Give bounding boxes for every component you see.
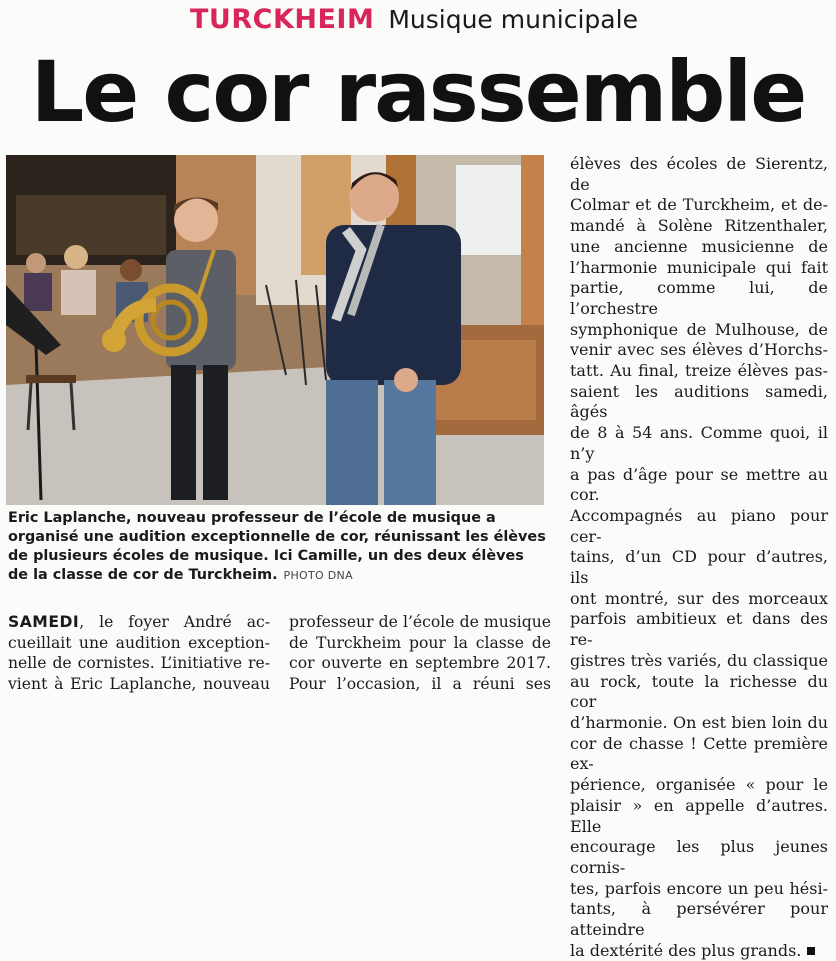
column-line: a pas d’âge pour se mettre au cor.: [570, 464, 828, 505]
article-photo: [6, 155, 544, 505]
column-line: professeur de l’école de musique: [289, 613, 551, 631]
caption-text: Eric Laplanche, nouveau professeur de l’école de musique a organisé une audition exceptionnelle de cor, réunissant les élèves de plusieurs écoles de musique. Ici Camille, un des deux élèves de la classe de cor de Turckheim.: [8, 510, 546, 583]
column-line: Accompagnés au piano pour cer-: [570, 505, 828, 546]
column-line: tatt. Au final, treize élèves pas-: [570, 361, 828, 381]
column-line: de 8 à 54 ans. Comme quoi, il n’y: [570, 423, 828, 463]
column-line: tants, à persévérer pour atteindre: [570, 899, 828, 940]
column-line: gistres très variés, du classique: [570, 650, 828, 670]
kicker-rubric: Musique municipale: [388, 5, 638, 34]
article-column-1: [8, 612, 270, 695]
column-line: la dextérité des plus grands.: [570, 941, 828, 961]
column-line: saient les auditions samedi, âgés: [570, 381, 828, 422]
kicker-place: TURCKHEIM: [190, 4, 375, 35]
column-line: Pour l’occasion, il a réuni ses: [289, 675, 551, 694]
photo-illustration: [6, 155, 544, 505]
column-line: parfois ambitieux et dans des re-: [570, 609, 828, 650]
article-kicker: [190, 4, 638, 40]
column-line: cor ouverte en septembre 2017.: [289, 654, 551, 673]
column-line: cor de chasse ! Cette première ex-: [570, 733, 828, 774]
column-line: de Turckheim pour la classe de: [289, 633, 551, 652]
article-headline: Le cor rassemble: [30, 43, 806, 141]
column-line: l’harmonie municipale qui fait: [570, 257, 828, 277]
column-line: symphonique de Mulhouse, de: [570, 319, 828, 339]
column-line: vient à Eric Laplanche, nouveau: [8, 675, 270, 694]
column-line: venir avec ses élèves d’Horchs-: [570, 340, 828, 360]
column-line: encourage les plus jeunes cornis-: [570, 837, 828, 877]
column-line: une ancienne musicienne de: [570, 236, 828, 256]
column-line: d’harmonie. On est bien loin du: [570, 712, 828, 732]
article-column-3: [570, 154, 828, 961]
column-line: plaisir » en appelle d’autres. Elle: [570, 795, 828, 836]
photo-caption: [8, 509, 548, 585]
column-line: au rock, toute la richesse du cor: [570, 671, 828, 712]
column-line: ont montré, sur des morceaux: [570, 588, 828, 608]
column-line: tains, d’un CD pour d’autres, ils: [570, 547, 828, 588]
column-line: cueillait une audition exception-: [8, 633, 270, 652]
article-column-2: [289, 612, 551, 695]
column-line: périence, organisée « pour le: [570, 775, 828, 795]
end-of-article-mark: [807, 947, 815, 955]
column-line: partie, comme lui, de l’orchestre: [570, 278, 828, 318]
column-line: Colmar et de Turckheim, et de-: [570, 195, 828, 215]
column-line: SAMEDI, le foyer André ac-: [8, 613, 270, 631]
column-line: mandé à Solène Ritzenthaler,: [570, 216, 828, 236]
column-line: tes, parfois encore un peu hési-: [570, 878, 828, 898]
column-line: nelle de cornistes. L’initiative re-: [8, 654, 270, 673]
photo-credit: PHOTO DNA: [283, 569, 353, 582]
dropword-lead: SAMEDI: [8, 613, 80, 631]
column-line: élèves des écoles de Sierentz, de: [570, 154, 828, 194]
